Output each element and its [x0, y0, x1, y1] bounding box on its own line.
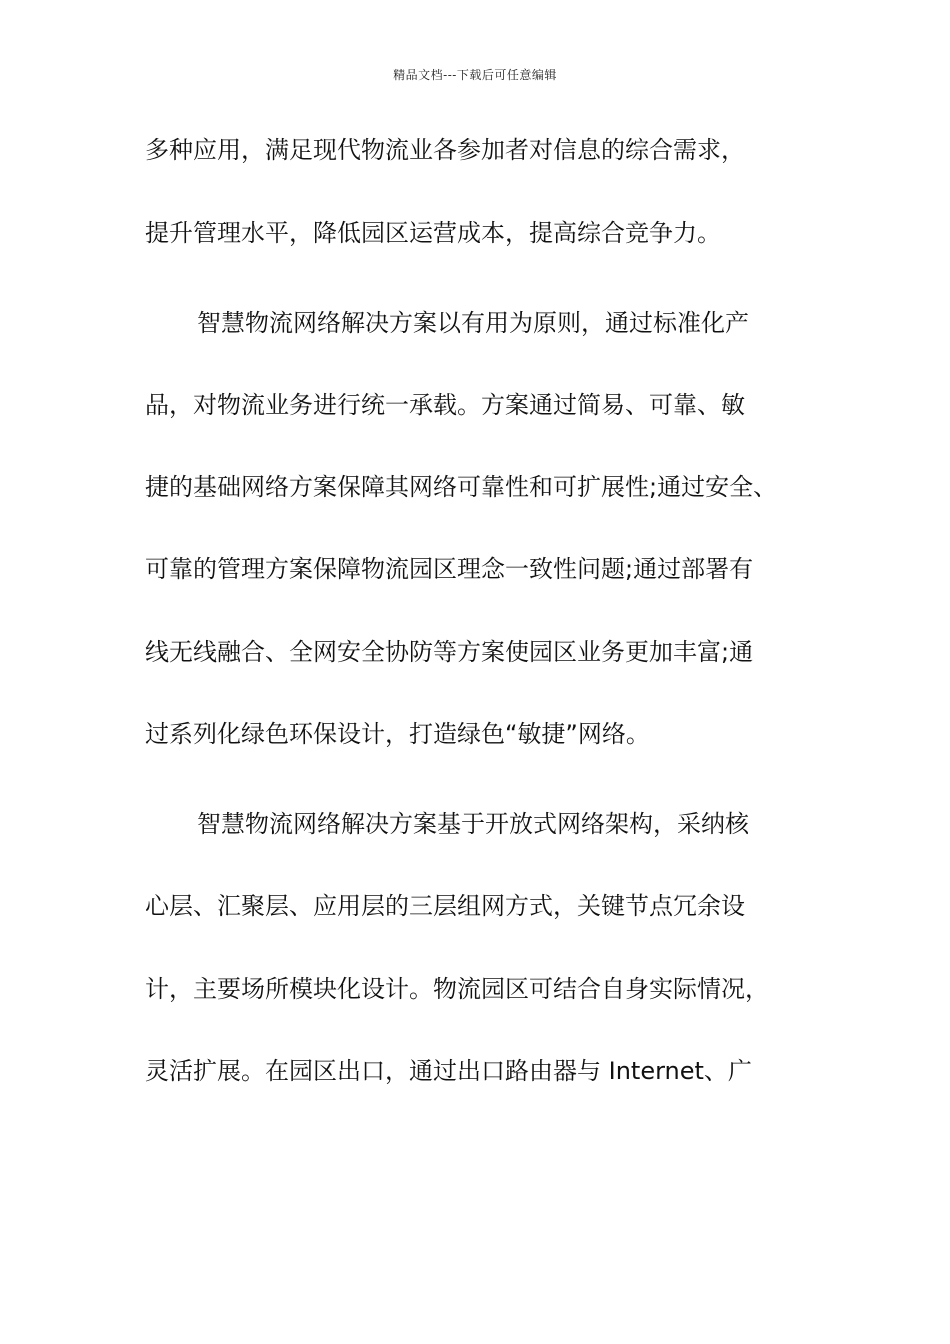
- text-line: 提升管理水平，降低园区运营成本，提高综合竞争力。: [145, 219, 721, 247]
- text-line: 品，对物流业务进行统一承载。方案通过简易、可靠、敏: [145, 391, 745, 419]
- text-line: 多种应用，满足现代物流业各参加者对信息的综合需求，: [145, 136, 745, 164]
- text-line: 灵活扩展。在园区出口，通过出口路由器与 Internet、广: [145, 1057, 752, 1085]
- text-line: 线无线融合、全网安全协防等方案使园区业务更加丰富;通: [145, 638, 754, 666]
- paragraph-first-line: 智慧物流网络解决方案基于开放式网络架构，采纳核: [197, 810, 749, 838]
- text-line: 心层、汇聚层、应用层的三层组网方式，关键节点冗余设: [145, 892, 745, 920]
- paragraph-first-line: 智慧物流网络解决方案以有用为原则，通过标准化产: [197, 309, 749, 337]
- text-line: 过系列化绿色环保设计，打造绿色“敏捷”网络。: [145, 720, 650, 748]
- page-header: 精品文档---下载后可任意编辑: [393, 68, 557, 82]
- text-line: 捷的基础网络方案保障其网络可靠性和可扩展性;通过安全、: [145, 473, 778, 501]
- text-line: 计，主要场所模块化设计。物流园区可结合自身实际情况，: [145, 975, 769, 1003]
- text-line: 可靠的管理方案保障物流园区理念一致性问题;通过部署有: [145, 555, 754, 583]
